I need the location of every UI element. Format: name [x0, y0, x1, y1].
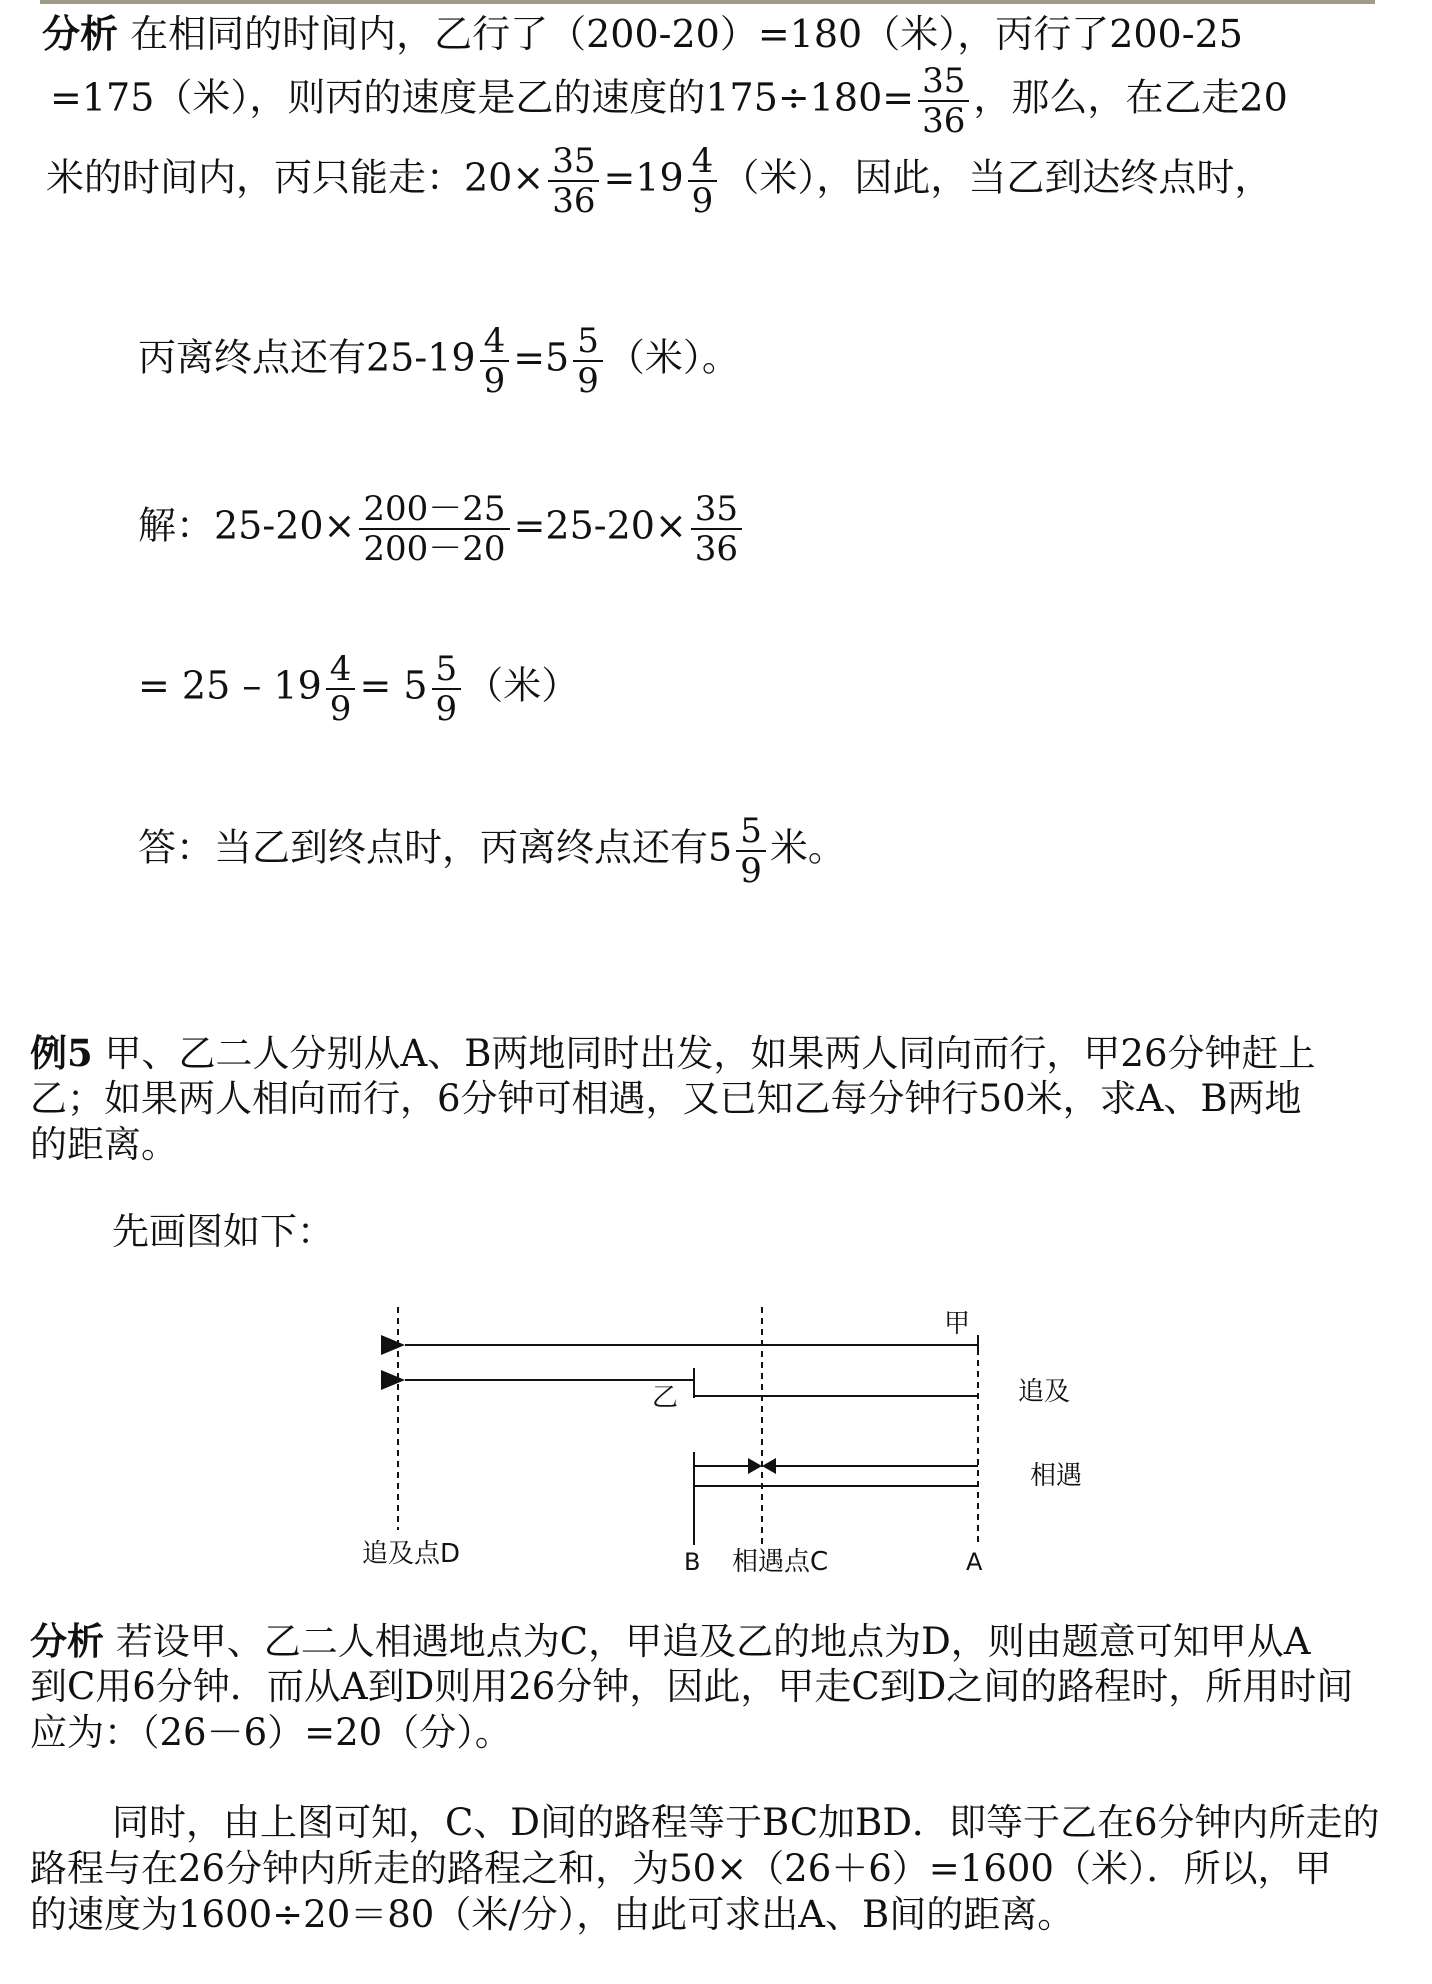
text-segment: 答：当乙到终点时，丙离终点还有5: [138, 825, 733, 870]
text-segment: = 5: [359, 663, 428, 708]
analysis2-line-3: 应为：（26－6）=20（分）。: [30, 1711, 512, 1754]
analysis2-line-2: 到C用6分钟．而从A到D则用26分钟，因此，甲走C到D之间的路程时，所用时间: [30, 1665, 1354, 1708]
label-point-D: 追及点D: [362, 1539, 461, 1569]
text-segment: （米）。: [606, 335, 740, 380]
denominator: 9: [435, 689, 458, 729]
denominator: 9: [740, 851, 762, 891]
label-zhuiji: 追及: [1018, 1377, 1071, 1407]
denominator: 9: [329, 689, 352, 729]
numerator: 35: [691, 490, 742, 530]
text-segment: 米的时间内，丙只能走：20×: [46, 155, 545, 200]
denominator: 36: [694, 529, 739, 569]
analysis-label: 分析: [42, 11, 119, 56]
analysis2-para2-line-1: 同时，由上图可知，C、D间的路程等于BC加BD．即等于乙在6分钟内所走的: [112, 1801, 1380, 1844]
denominator: 9: [577, 361, 599, 401]
text-segment: 若设甲、乙二人相遇地点为C，甲追及乙的地点为D，则由题意可知甲从A: [115, 1620, 1311, 1663]
text-segment: （米）: [465, 663, 580, 708]
analysis2-para2-line-2: 路程与在26分钟内所走的路程之和，为50×（26＋6）=1600（米）．所以，甲: [30, 1847, 1332, 1890]
analysis-text: 在相同的时间内，乙行了（200-20）=180（米），丙行了200-25: [130, 12, 1243, 56]
numerator: 4: [326, 650, 356, 690]
label-point-B: B: [684, 1548, 701, 1576]
text-segment: 丙离终点还有25-19: [138, 335, 476, 380]
text-segment: 甲、乙二人分别从A、B两地同时出发，如果两人同向而行，甲26分钟赶上: [104, 1032, 1316, 1075]
denominator: 200－20: [363, 529, 506, 569]
denominator: 9: [483, 361, 506, 401]
text-segment: 米。: [769, 825, 846, 870]
numerator: 5: [573, 322, 603, 362]
text-segment: ，那么，在乙走20: [973, 75, 1288, 120]
label-point-C: 相遇点C: [732, 1547, 829, 1577]
text-segment: （米），因此，当乙到达终点时，: [721, 155, 1273, 200]
analysis2-line-1: [30, 1618, 1310, 1665]
draw-intro: 先画图如下：: [112, 1210, 334, 1253]
text-segment: 解：25-20×: [138, 503, 356, 548]
example-label: 例5: [30, 1031, 93, 1075]
denominator: 9: [691, 181, 714, 221]
text-segment: = 25 – 19: [138, 663, 322, 708]
text-segment: =25-20×: [513, 503, 687, 548]
denominator: 36: [552, 181, 596, 221]
numerator: 35: [548, 142, 599, 182]
numerator: 35: [918, 62, 969, 102]
label-xiangyu: 相遇: [1030, 1461, 1083, 1491]
numerator: 5: [736, 812, 766, 852]
denominator: 36: [922, 101, 966, 141]
analysis-label: 分析: [30, 1619, 104, 1663]
analysis2-para2-line-3: 的速度为1600÷20＝80（米/分），由此可求出A、B间的距离。: [30, 1893, 1075, 1936]
text-segment: =175（米），则丙的速度是乙的速度的175÷180=: [50, 75, 915, 120]
numerator: 5: [432, 650, 462, 690]
text-segment: =5: [513, 335, 570, 380]
label-point-A: A: [966, 1548, 983, 1576]
example5-line-3: 的距离。: [30, 1123, 178, 1166]
text-segment: =19: [603, 155, 684, 200]
numerator: 4: [480, 322, 510, 362]
label-jia: 甲: [944, 1309, 971, 1339]
xiangyu-arrowhead-left: [762, 1458, 776, 1474]
example5-line-2: 乙；如果两人相向而行，6分钟可相遇，又已知乙每分钟行50米，求A、B两地: [30, 1077, 1302, 1120]
numerator: 4: [688, 142, 718, 182]
xiangyu-arrowhead-right: [748, 1458, 762, 1474]
numerator: 200－25: [359, 490, 509, 530]
label-yi: 乙: [652, 1383, 679, 1413]
